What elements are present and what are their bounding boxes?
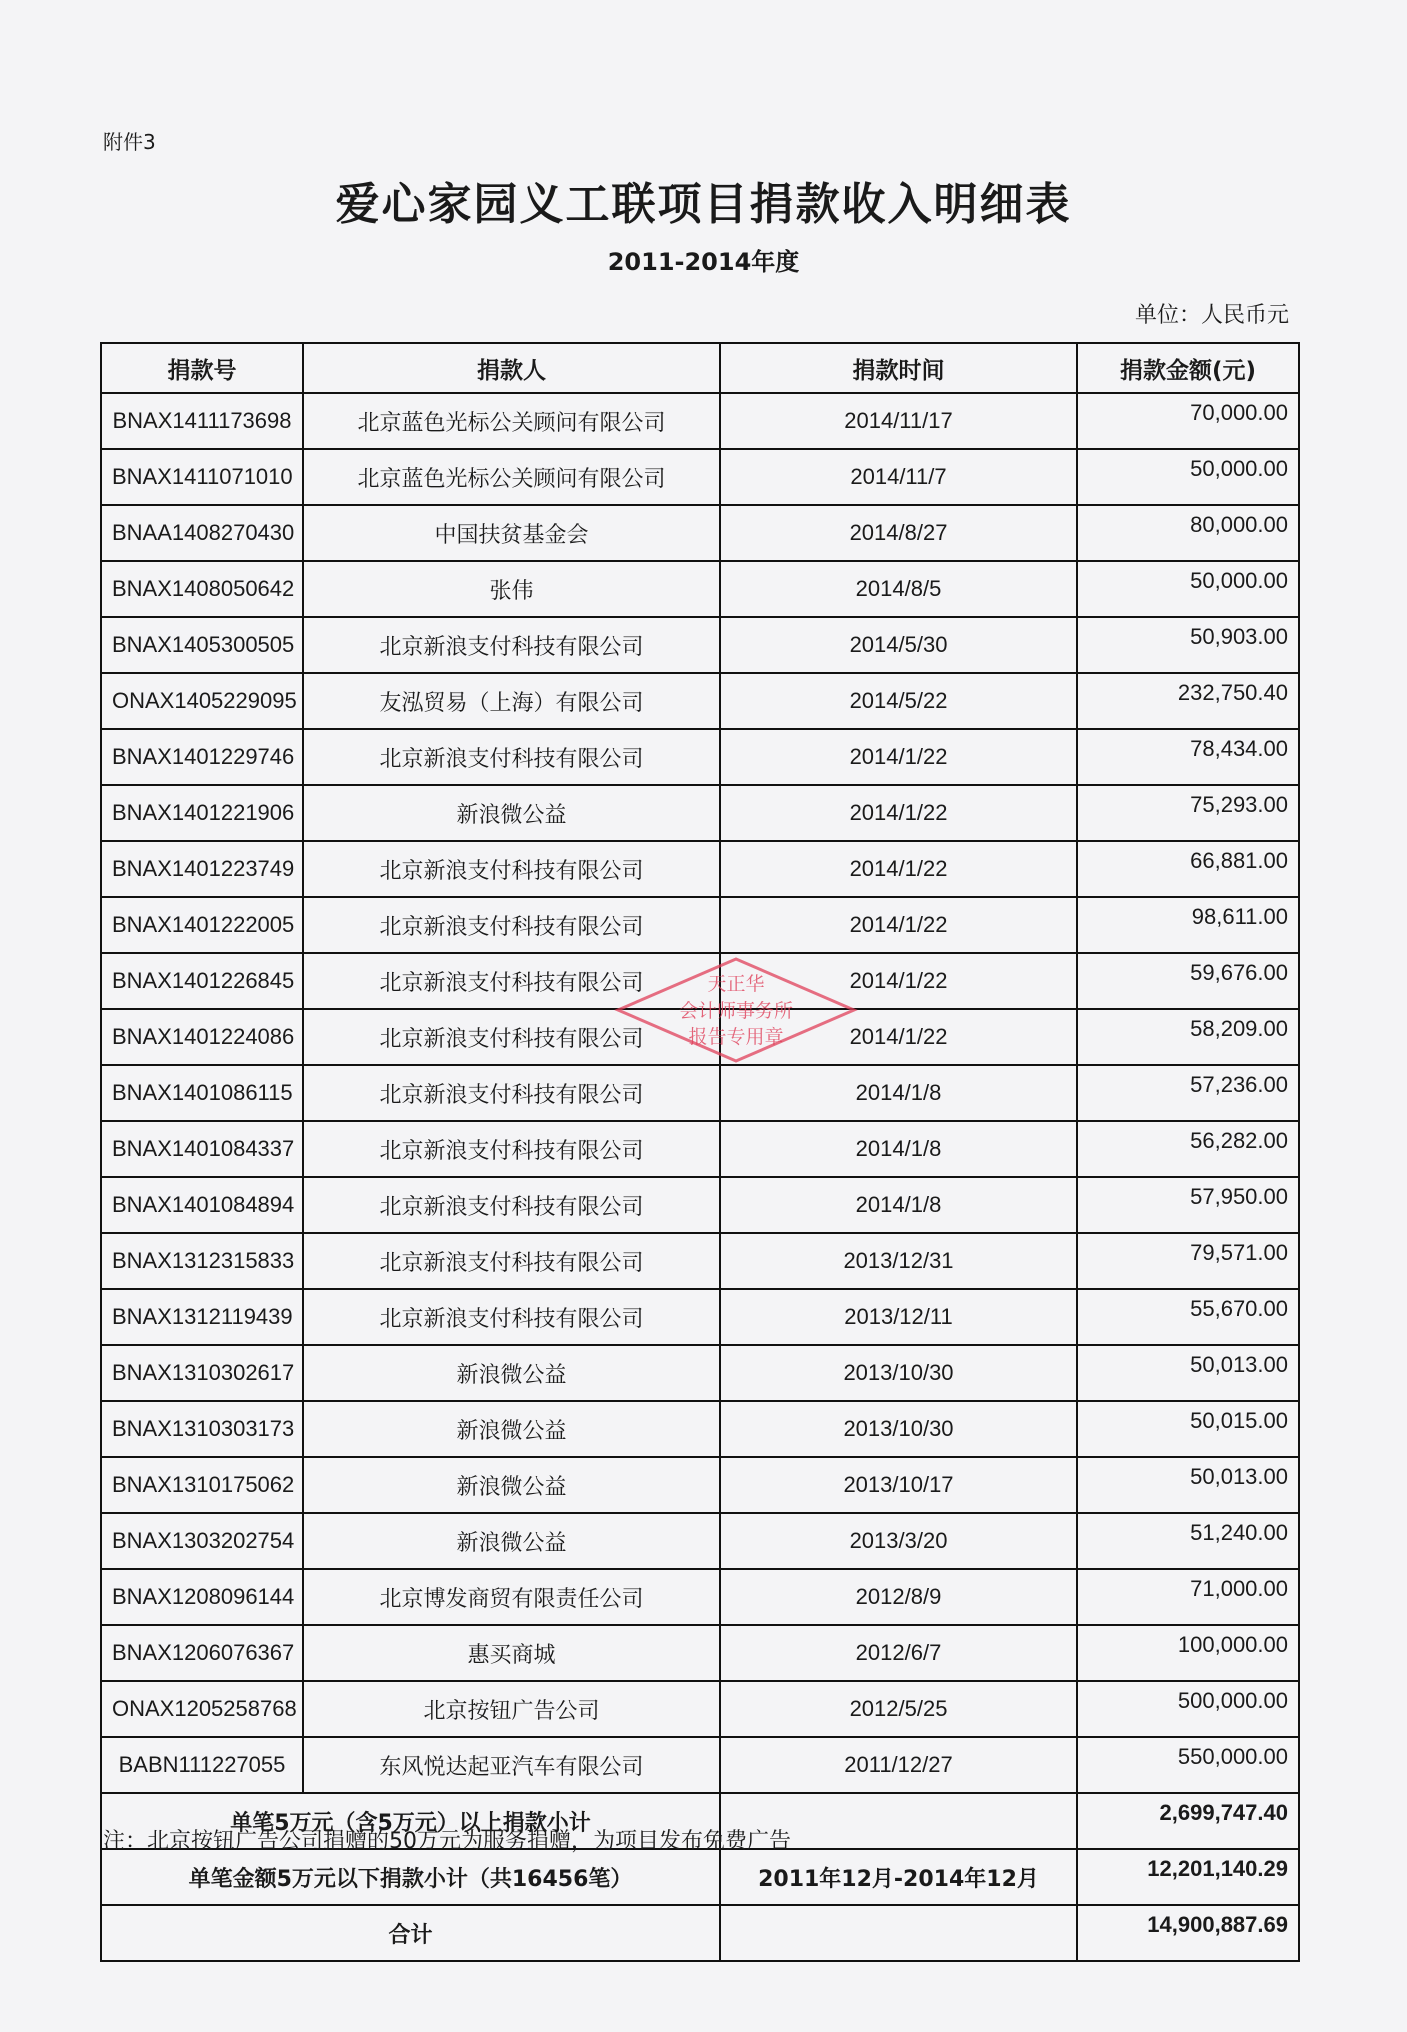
summary-amount: 12,201,140.29 — [1077, 1849, 1299, 1905]
cell-donor: 中国扶贫基金会 — [303, 505, 720, 561]
cell-amount: 51,240.00 — [1077, 1513, 1299, 1569]
header-id: 捐款号 — [101, 343, 303, 393]
cell-date: 2014/1/8 — [720, 1121, 1077, 1177]
cell-donor: 北京博发商贸有限责任公司 — [303, 1569, 720, 1625]
cell-donation-id: BNAX1401226845 — [101, 953, 303, 1009]
cell-donation-id: BNAX1411173698 — [101, 393, 303, 449]
cell-amount: 57,236.00 — [1077, 1065, 1299, 1121]
cell-donor: 北京新浪支付科技有限公司 — [303, 1121, 720, 1177]
table-row — [101, 505, 1299, 561]
table-row — [101, 561, 1299, 617]
cell-donation-id: BABN111227055 — [101, 1737, 303, 1793]
cell-donor: 北京蓝色光标公关顾问有限公司 — [303, 449, 720, 505]
cell-donation-id: BNAX1408050642 — [101, 561, 303, 617]
summary-label: 单笔5万元（含5万元）以上捐款小计 — [101, 1793, 720, 1849]
cell-amount: 58,209.00 — [1077, 1009, 1299, 1065]
cell-date: 2013/10/30 — [720, 1401, 1077, 1457]
cell-donor: 北京新浪支付科技有限公司 — [303, 1177, 720, 1233]
cell-date: 2012/8/9 — [720, 1569, 1077, 1625]
total-row — [101, 1905, 1299, 1961]
cell-donation-id: BNAX1411071010 — [101, 449, 303, 505]
cell-donation-id: BNAX1401222005 — [101, 897, 303, 953]
stamp-line2: 会计师事务所 — [678, 1000, 794, 1022]
cell-amount: 80,000.00 — [1077, 505, 1299, 561]
cell-donation-id: BNAX1401084337 — [101, 1121, 303, 1177]
cell-donation-id: BNAX1401224086 — [101, 1009, 303, 1065]
header-donor: 捐款人 — [303, 343, 720, 393]
table-row — [101, 1681, 1299, 1737]
table-row — [101, 1121, 1299, 1177]
total-amount: 14,900,887.69 — [1077, 1905, 1299, 1961]
cell-amount: 232,750.40 — [1077, 673, 1299, 729]
table-row — [101, 1065, 1299, 1121]
cell-date: 2014/8/5 — [720, 561, 1077, 617]
stamp-line3: 报告专用章 — [688, 1026, 784, 1048]
cell-date: 2014/11/7 — [720, 449, 1077, 505]
table-body — [101, 393, 1299, 1793]
header-date: 捐款时间 — [720, 343, 1077, 393]
cell-donation-id: BNAX1401221906 — [101, 785, 303, 841]
table-row — [101, 1625, 1299, 1681]
cell-amount: 75,293.00 — [1077, 785, 1299, 841]
attachment-label: 附件3 — [103, 130, 156, 154]
cell-donor: 北京新浪支付科技有限公司 — [303, 897, 720, 953]
cell-date: 2014/1/22 — [720, 897, 1077, 953]
cell-donor: 东风悦达起亚汽车有限公司 — [303, 1737, 720, 1793]
cell-donor: 北京新浪支付科技有限公司 — [303, 1289, 720, 1345]
summary-label: 单笔金额5万元以下捐款小计（共16456笔） — [101, 1849, 720, 1905]
cell-donor: 北京新浪支付科技有限公司 — [303, 953, 720, 1009]
cell-donation-id: BNAX1310175062 — [101, 1457, 303, 1513]
cell-date: 2013/10/30 — [720, 1345, 1077, 1401]
total-label: 合计 — [101, 1905, 720, 1961]
cell-donation-id: BNAX1310302617 — [101, 1345, 303, 1401]
table-row — [101, 729, 1299, 785]
cell-amount: 55,670.00 — [1077, 1289, 1299, 1345]
cell-donor: 北京新浪支付科技有限公司 — [303, 841, 720, 897]
cell-amount: 50,903.00 — [1077, 617, 1299, 673]
cell-donor: 北京按钮广告公司 — [303, 1681, 720, 1737]
cell-donor: 北京蓝色光标公关顾问有限公司 — [303, 393, 720, 449]
cell-amount: 50,000.00 — [1077, 449, 1299, 505]
cell-date: 2013/12/31 — [720, 1233, 1077, 1289]
cell-date: 2014/5/22 — [720, 673, 1077, 729]
cell-amount: 50,000.00 — [1077, 561, 1299, 617]
cell-date: 2013/3/20 — [720, 1513, 1077, 1569]
cell-donor: 友泓贸易（上海）有限公司 — [303, 673, 720, 729]
cell-date: 2012/5/25 — [720, 1681, 1077, 1737]
table-row — [101, 1457, 1299, 1513]
table-row — [101, 449, 1299, 505]
cell-donor: 惠买商城 — [303, 1625, 720, 1681]
cell-donation-id: BNAX1401086115 — [101, 1065, 303, 1121]
table-row — [101, 673, 1299, 729]
cell-donor: 北京新浪支付科技有限公司 — [303, 1233, 720, 1289]
currency-unit: 单位：人民币元 — [1134, 303, 1289, 328]
cell-date: 2012/6/7 — [720, 1625, 1077, 1681]
cell-donation-id: BNAX1405300505 — [101, 617, 303, 673]
cell-amount: 550,000.00 — [1077, 1737, 1299, 1793]
cell-donor: 张伟 — [303, 561, 720, 617]
cell-date: 2013/12/11 — [720, 1289, 1077, 1345]
table-row — [101, 785, 1299, 841]
cell-amount: 500,000.00 — [1077, 1681, 1299, 1737]
table-row — [101, 1233, 1299, 1289]
cell-date: 2014/1/22 — [720, 841, 1077, 897]
cell-donation-id: BNAX1312119439 — [101, 1289, 303, 1345]
cell-donation-id: BNAA1408270430 — [101, 505, 303, 561]
cell-donor: 北京新浪支付科技有限公司 — [303, 729, 720, 785]
cell-date: 2014/1/8 — [720, 1177, 1077, 1233]
summary-date: 2011年12月-2014年12月 — [720, 1849, 1077, 1905]
accounting-firm-stamp — [614, 955, 858, 1065]
table-summary — [101, 1793, 1299, 1961]
table-row — [101, 841, 1299, 897]
stamp-line1: 天正华 — [707, 973, 765, 995]
cell-date: 2014/1/8 — [720, 1065, 1077, 1121]
cell-donation-id: BNAX1206076367 — [101, 1625, 303, 1681]
summary-row — [101, 1849, 1299, 1905]
total-date — [720, 1905, 1077, 1961]
cell-donor: 新浪微公益 — [303, 1457, 720, 1513]
cell-amount: 59,676.00 — [1077, 953, 1299, 1009]
cell-donation-id: ONAX1405229095 — [101, 673, 303, 729]
header-amount: 捐款金额(元) — [1077, 343, 1299, 393]
cell-amount: 50,013.00 — [1077, 1345, 1299, 1401]
summary-amount: 2,699,747.40 — [1077, 1793, 1299, 1849]
table-row — [101, 1737, 1299, 1793]
cell-amount: 98,611.00 — [1077, 897, 1299, 953]
cell-amount: 50,015.00 — [1077, 1401, 1299, 1457]
table-row — [101, 1569, 1299, 1625]
cell-donor: 北京新浪支付科技有限公司 — [303, 1065, 720, 1121]
cell-donation-id: BNAX1303202754 — [101, 1513, 303, 1569]
cell-donation-id: BNAX1401084894 — [101, 1177, 303, 1233]
cell-amount: 56,282.00 — [1077, 1121, 1299, 1177]
cell-date: 2014/1/22 — [720, 729, 1077, 785]
cell-date: 2013/10/17 — [720, 1457, 1077, 1513]
cell-date: 2014/1/22 — [720, 785, 1077, 841]
table-row — [101, 1401, 1299, 1457]
cell-amount: 79,571.00 — [1077, 1233, 1299, 1289]
cell-amount: 71,000.00 — [1077, 1569, 1299, 1625]
footnote: 注：北京按钮广告公司捐赠的50万元为服务捐赠，为项目发布免费广告 — [103, 1829, 791, 1854]
table-row — [101, 1177, 1299, 1233]
cell-donor: 北京新浪支付科技有限公司 — [303, 1009, 720, 1065]
table-row — [101, 617, 1299, 673]
cell-amount: 66,881.00 — [1077, 841, 1299, 897]
cell-date: 2014/1/22 — [720, 1009, 1077, 1065]
cell-date: 2014/1/22 — [720, 953, 1077, 1009]
cell-donation-id: BNAX1312315833 — [101, 1233, 303, 1289]
table-row — [101, 1513, 1299, 1569]
cell-donor: 新浪微公益 — [303, 1345, 720, 1401]
cell-date: 2014/8/27 — [720, 505, 1077, 561]
cell-amount: 57,950.00 — [1077, 1177, 1299, 1233]
cell-donation-id: BNAX1208096144 — [101, 1569, 303, 1625]
cell-donor: 新浪微公益 — [303, 1513, 720, 1569]
page-title: 爱心家园义工联项目捐款收入明细表 — [335, 179, 1072, 230]
cell-donor: 新浪微公益 — [303, 785, 720, 841]
page-subtitle: 2011-2014年度 — [607, 248, 800, 276]
cell-donation-id: ONAX1205258768 — [101, 1681, 303, 1737]
cell-amount: 100,000.00 — [1077, 1625, 1299, 1681]
table-row — [101, 1345, 1299, 1401]
cell-date: 2014/5/30 — [720, 617, 1077, 673]
cell-donation-id: BNAX1401229746 — [101, 729, 303, 785]
cell-donation-id: BNAX1310303173 — [101, 1401, 303, 1457]
cell-amount: 70,000.00 — [1077, 393, 1299, 449]
table-header-row — [101, 343, 1299, 393]
donation-table — [100, 342, 1300, 1962]
cell-donor: 北京新浪支付科技有限公司 — [303, 617, 720, 673]
table-row — [101, 1289, 1299, 1345]
cell-donor: 新浪微公益 — [303, 1401, 720, 1457]
cell-amount: 50,013.00 — [1077, 1457, 1299, 1513]
table-row — [101, 393, 1299, 449]
cell-donation-id: BNAX1401223749 — [101, 841, 303, 897]
cell-date: 2014/11/17 — [720, 393, 1077, 449]
table-row — [101, 897, 1299, 953]
cell-date: 2011/12/27 — [720, 1737, 1077, 1793]
cell-amount: 78,434.00 — [1077, 729, 1299, 785]
